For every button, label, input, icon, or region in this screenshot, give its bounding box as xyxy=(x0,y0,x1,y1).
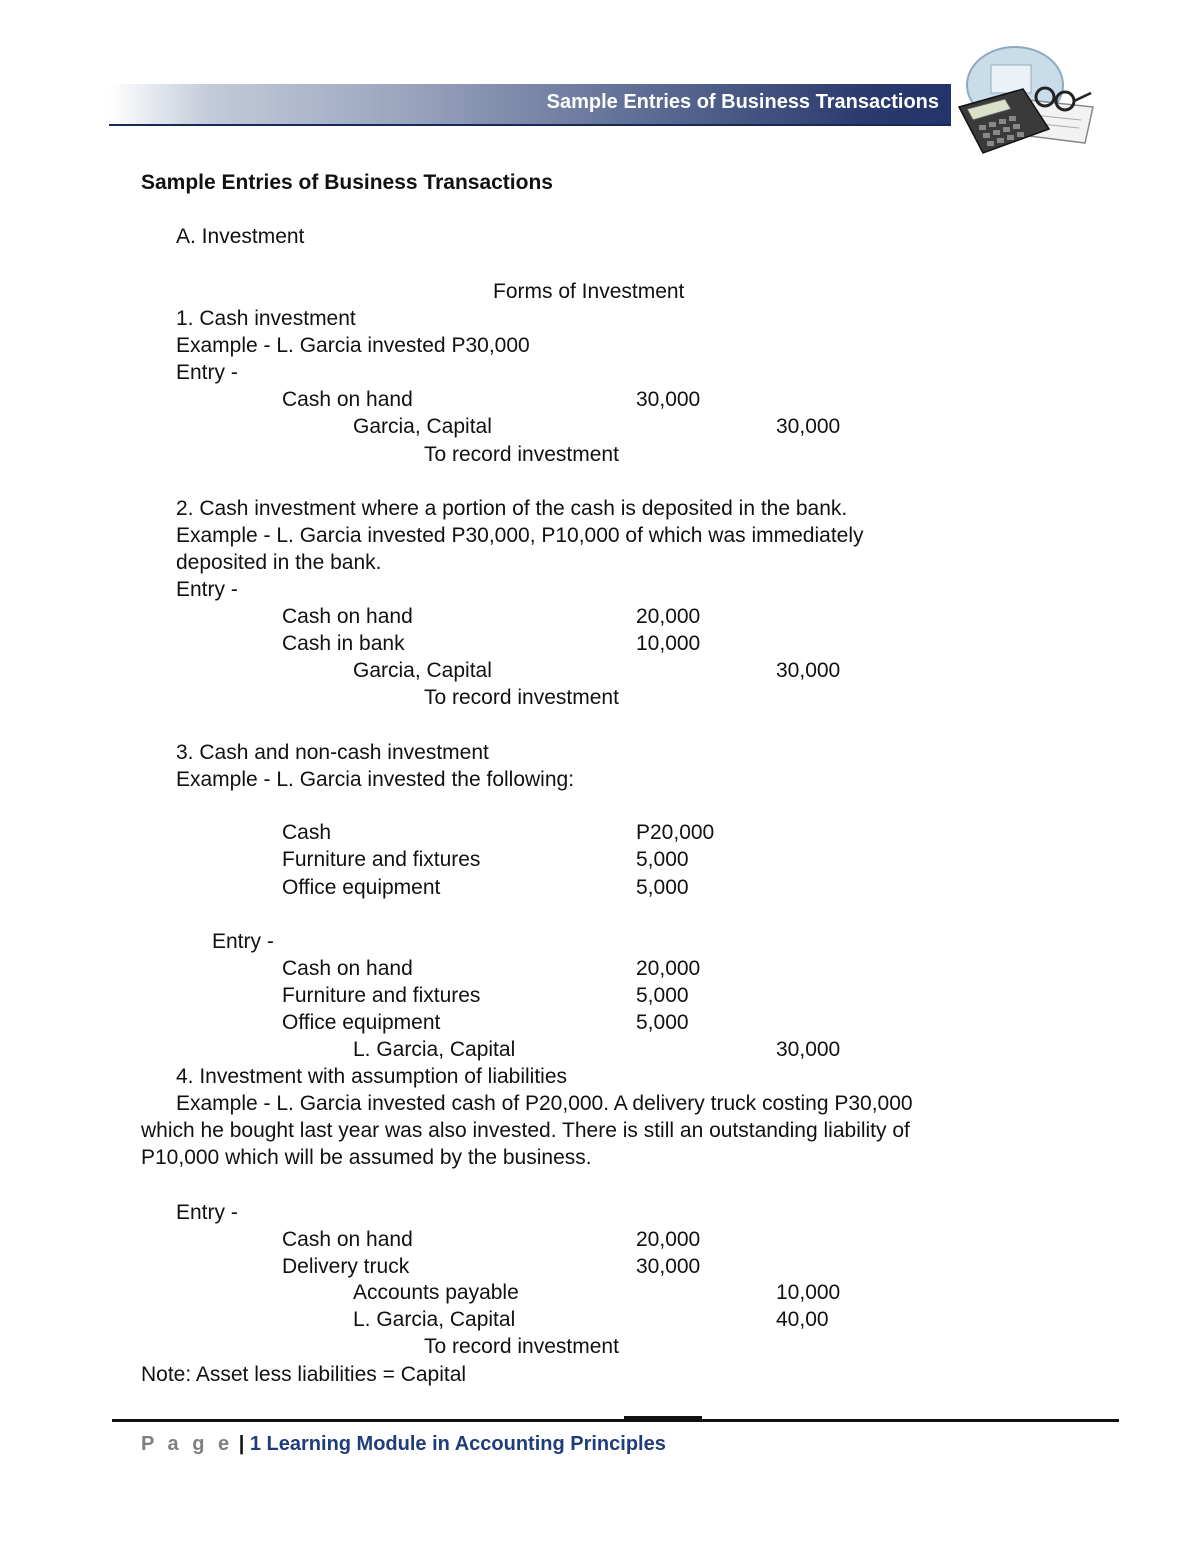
page-heading: Sample Entries of Business Transactions xyxy=(141,171,553,194)
ex4-r3-account: Accounts payable xyxy=(353,1281,519,1304)
header-title: Sample Entries of Business Transactions xyxy=(546,91,939,113)
ex2-r3-account: Garcia, Capital xyxy=(353,659,492,682)
note: Note: Asset less liabilities = Capital xyxy=(141,1363,467,1386)
footer xyxy=(141,1433,666,1456)
footer-rule xyxy=(112,1419,1119,1422)
ex2-memo: To record investment xyxy=(424,686,619,709)
ex2-r2-account: Cash in bank xyxy=(282,632,405,655)
footer-page-number: 1 xyxy=(249,1433,261,1455)
ex3-r4-account: L. Garcia, Capital xyxy=(353,1038,516,1061)
ex1-entry-label: Entry - xyxy=(176,361,238,384)
ex3-list3-amount: 5,000 xyxy=(636,876,689,899)
section-a: A. Investment xyxy=(176,225,305,248)
ex1-title: 1. Cash investment xyxy=(176,307,356,330)
ex1-example: Example - L. Garcia invested P30,000 xyxy=(176,334,530,357)
ex3-example: Example - L. Garcia invested the following: xyxy=(176,768,575,791)
ex3-list3-item: Office equipment xyxy=(282,876,441,899)
ex4-title: 4. Investment with assumption of liabilities xyxy=(176,1065,568,1088)
ex1-memo: To record investment xyxy=(424,443,619,466)
ex3-list2-amount: 5,000 xyxy=(636,848,689,871)
ex3-list1-item: Cash xyxy=(282,821,332,844)
ex3-r3-debit: 5,000 xyxy=(636,1011,689,1034)
ex1-r2-credit: 30,000 xyxy=(776,415,841,438)
ex3-r3-account: Office equipment xyxy=(282,1011,441,1034)
ex4-example-line2: which he bought last year was also invested. There is still an outstanding liability of xyxy=(141,1119,910,1142)
calculator-clipart-icon xyxy=(953,45,1098,160)
ex1-r1-debit: 30,000 xyxy=(636,388,701,411)
ex4-example-line3: P10,000 which will be assumed by the business. xyxy=(141,1146,592,1169)
ex4-r4-credit: 40,00 xyxy=(776,1308,829,1331)
header-bar xyxy=(109,84,951,126)
ex4-r3-credit: 10,000 xyxy=(776,1281,841,1304)
ex3-r4-credit: 30,000 xyxy=(776,1038,841,1061)
ex2-r1-debit: 20,000 xyxy=(636,605,701,628)
ex4-r2-debit: 30,000 xyxy=(636,1255,701,1278)
ex3-title: 3. Cash and non-cash investment xyxy=(176,741,489,764)
ex4-example-line1: Example - L. Garcia invested cash of P20,000. A delivery truck costing P30,000 xyxy=(176,1092,913,1115)
ex4-r4-account: L. Garcia, Capital xyxy=(353,1308,516,1331)
footer-separator: | xyxy=(238,1433,245,1455)
ex4-entry-label: Entry - xyxy=(176,1201,238,1224)
ex2-r2-debit: 10,000 xyxy=(636,632,701,655)
ex3-r2-account: Furniture and fixtures xyxy=(282,984,481,1007)
ex2-r1-account: Cash on hand xyxy=(282,605,413,628)
ex1-r2-account: Garcia, Capital xyxy=(353,415,492,438)
ex4-r2-account: Delivery truck xyxy=(282,1255,410,1278)
footer-page-word: P a g e xyxy=(141,1433,234,1455)
ex1-r1-account: Cash on hand xyxy=(282,388,413,411)
ex3-list2-item: Furniture and fixtures xyxy=(282,848,481,871)
ex3-r2-debit: 5,000 xyxy=(636,984,689,1007)
ex4-r1-debit: 20,000 xyxy=(636,1228,701,1251)
ex3-list1-amount: P20,000 xyxy=(636,821,715,844)
forms-title: Forms of Investment xyxy=(493,280,685,303)
ex2-example-line1: Example - L. Garcia invested P30,000, P10,000 of which was immediately xyxy=(176,524,864,547)
ex3-entry-label: Entry - xyxy=(212,930,274,953)
ex3-r1-account: Cash on hand xyxy=(282,957,413,980)
ex4-memo: To record investment xyxy=(424,1335,619,1358)
ex2-entry-label: Entry - xyxy=(176,578,238,601)
ex2-r3-credit: 30,000 xyxy=(776,659,841,682)
ex3-r1-debit: 20,000 xyxy=(636,957,701,980)
ex4-r1-account: Cash on hand xyxy=(282,1228,413,1251)
footer-module-title: Learning Module in Accounting Principles xyxy=(266,1433,666,1455)
ex2-title: 2. Cash investment where a portion of the cash is deposited in the bank. xyxy=(176,497,848,520)
ex2-example-line2: deposited in the bank. xyxy=(176,551,382,574)
